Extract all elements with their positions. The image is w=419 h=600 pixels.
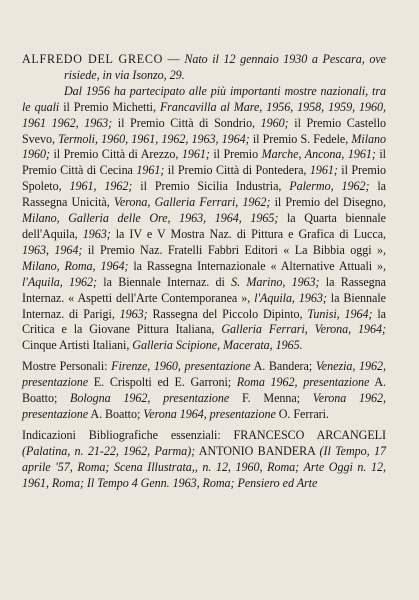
exhibition-text-run: la Biennale Internaz. di Parigi, [22,290,386,321]
exhibition-text-run: il Premio del Disegno, [270,195,386,210]
exhibition-text-run: 1961; [309,163,338,178]
exhibition-text-run: S. Marino, 1963; [231,274,320,289]
exhibition-text-run: Tunisi, 1964; [307,306,373,321]
exhibition-text-run: la Rassegna Unicità, [22,179,387,210]
exhibition-text-run: Galleria Scipione, Macerata, 1965. [132,338,303,353]
bibliography-text-run: ANTONIO BANDERA [195,443,320,458]
exhibition-text-run: il Premio Spoleto, [22,163,386,194]
solo-show-text-run: Verona 1964, presentazione [143,406,276,421]
exhibition-text-run: Dal 1956 ha partecipato alle più importanti mostre nazionali, tra le quali [22,83,386,114]
bibliography-text-run: (Palatina, n. 21-22, 1962, Parma); [22,443,196,458]
solo-show-text-run: Firenze, 1960, presentazione [111,359,251,374]
solo-show-text-run: E. Crispolti ed E. Garroni; [88,375,237,390]
artist-name: ALFREDO DEL GRECO [22,52,164,66]
exhibition-text-run: 1963, 1964; [22,242,83,257]
exhibition-text-run: il Premio Naz. Fratelli Fabbri Editori « La Bibbia oggi », [82,242,387,257]
solo-show-text-run: F. Menna; [229,391,313,406]
exhibition-text-run: il Premio Città di Arezzo, [49,147,182,162]
bibliography-paragraph [22,428,386,492]
exhibitions-paragraph [22,84,386,354]
artist-heading [22,52,386,84]
bibliography-text-run: Indicazioni Bibliografiche essenziali: FRANCESCO ARCANGELI [22,427,386,442]
exhibition-text-run: il Premio Città di Sondrio, [112,115,261,130]
exhibition-text-run: la Critica e la Giovane Pittura Italiana, [22,306,386,337]
exhibition-text-run: 1961; [136,163,165,178]
exhibition-text-run: il Premio Città di Cecina [22,147,386,178]
solo-show-text-run: Venezia, 1962, presentazione [22,359,386,390]
heading-dash: — [163,52,185,66]
solo-show-text-run: Mostre Personali: [22,359,112,374]
exhibition-text-run: Palermo, 1962; [289,179,370,194]
bibliography-text-run: (Il Tempo, 17 aprile '57, Roma; Scena Illustrata,, n. 12, 1960, Roma; Arte Oggi n. 12, 1961, Roma; Il Tempo 4 Genn. 1963, Roma; Pensiero ed Arte [22,443,386,490]
exhibition-text-run: Francavilla al Mare, 1956, 1958, 1959, 1960, 1961 1962, 1963; [22,99,387,130]
solo-show-text-run: O. Ferrari. [275,406,329,421]
exhibition-text-run: Termoli, 1960, 1961, 1962, 1963, 1964; [58,131,250,146]
exhibition-text-run: Milano, Roma, 1964; [22,258,129,273]
exhibition-text-run: la IV e V Mostra Naz. di Pittura e Grafica di Lucca, [110,226,386,241]
solo-show-text-run: Roma 1962, presentazione [236,375,370,390]
solo-show-text-run: A. Boatto; [22,375,387,406]
exhibition-text-run: il Premio Sicilia Industria, [132,179,290,194]
exhibition-text-run: Rassegna del Piccolo Dipinto, [147,306,308,321]
exhibition-text-run: Galleria Ferrari, Verona, 1964; [221,322,386,337]
exhibition-text-run: 1960; [260,115,289,130]
solo-show-text-run: A. Bandera; [250,359,316,374]
solo-show-text-run: A. Boatto; [88,406,144,421]
exhibition-text-run: 1961, 1962; [69,179,133,194]
solo-shows-paragraph [22,359,386,423]
exhibition-text-run: l'Aquila, 1963; [254,290,327,305]
exhibition-text-run: Cinque Artisti Italiani, [22,338,133,353]
exhibition-text-run: il Premio S. Fedele, [249,131,352,146]
exhibition-text-run: l'Aquila, 1962; [22,274,98,289]
exhibition-text-run: la Rassegna Internazionale « Alternative Attuali », [128,258,386,273]
solo-show-text-run: Bologna 1962, presentazione [70,391,230,406]
exhibition-text-run: Verona, Galleria Ferrari, 1962; [113,195,271,210]
solo-show-text-run: Verona 1962, presentazione [22,391,386,421]
exhibition-text-run: la Rassegna Internaz. « Aspetti dell'Arte Contemporanea », [22,274,386,305]
exhibition-text-run: Milano, Galleria delle Ore, 1963, 1964, 1965; [22,211,279,226]
biography-page [22,52,386,491]
exhibition-text-run: il Premio [209,147,262,162]
exhibition-text-run: Marche, Ancona, 1961; [261,147,376,162]
exhibition-text-run: Milano 1960; [22,131,386,162]
exhibition-text-run: 1963; [119,306,148,321]
exhibition-text-run: la Biennale Internaz. di [97,274,232,289]
exhibition-text-run: il Premio Città di Pontedera, [164,163,310,178]
birth-info: Nato il 12 gennaio 1930 a Pescara, ove risiede, in via Isonzo, 29. [64,52,386,82]
exhibition-text-run: la Quarta biennale dell'Aquila, [22,211,387,241]
exhibition-text-run: 1963; [82,226,111,241]
exhibition-text-run: il Premio Castello Svevo, [22,115,386,146]
exhibition-text-run: 1961; [181,147,210,162]
exhibition-text-run: il Premio Michetti, [59,99,160,114]
